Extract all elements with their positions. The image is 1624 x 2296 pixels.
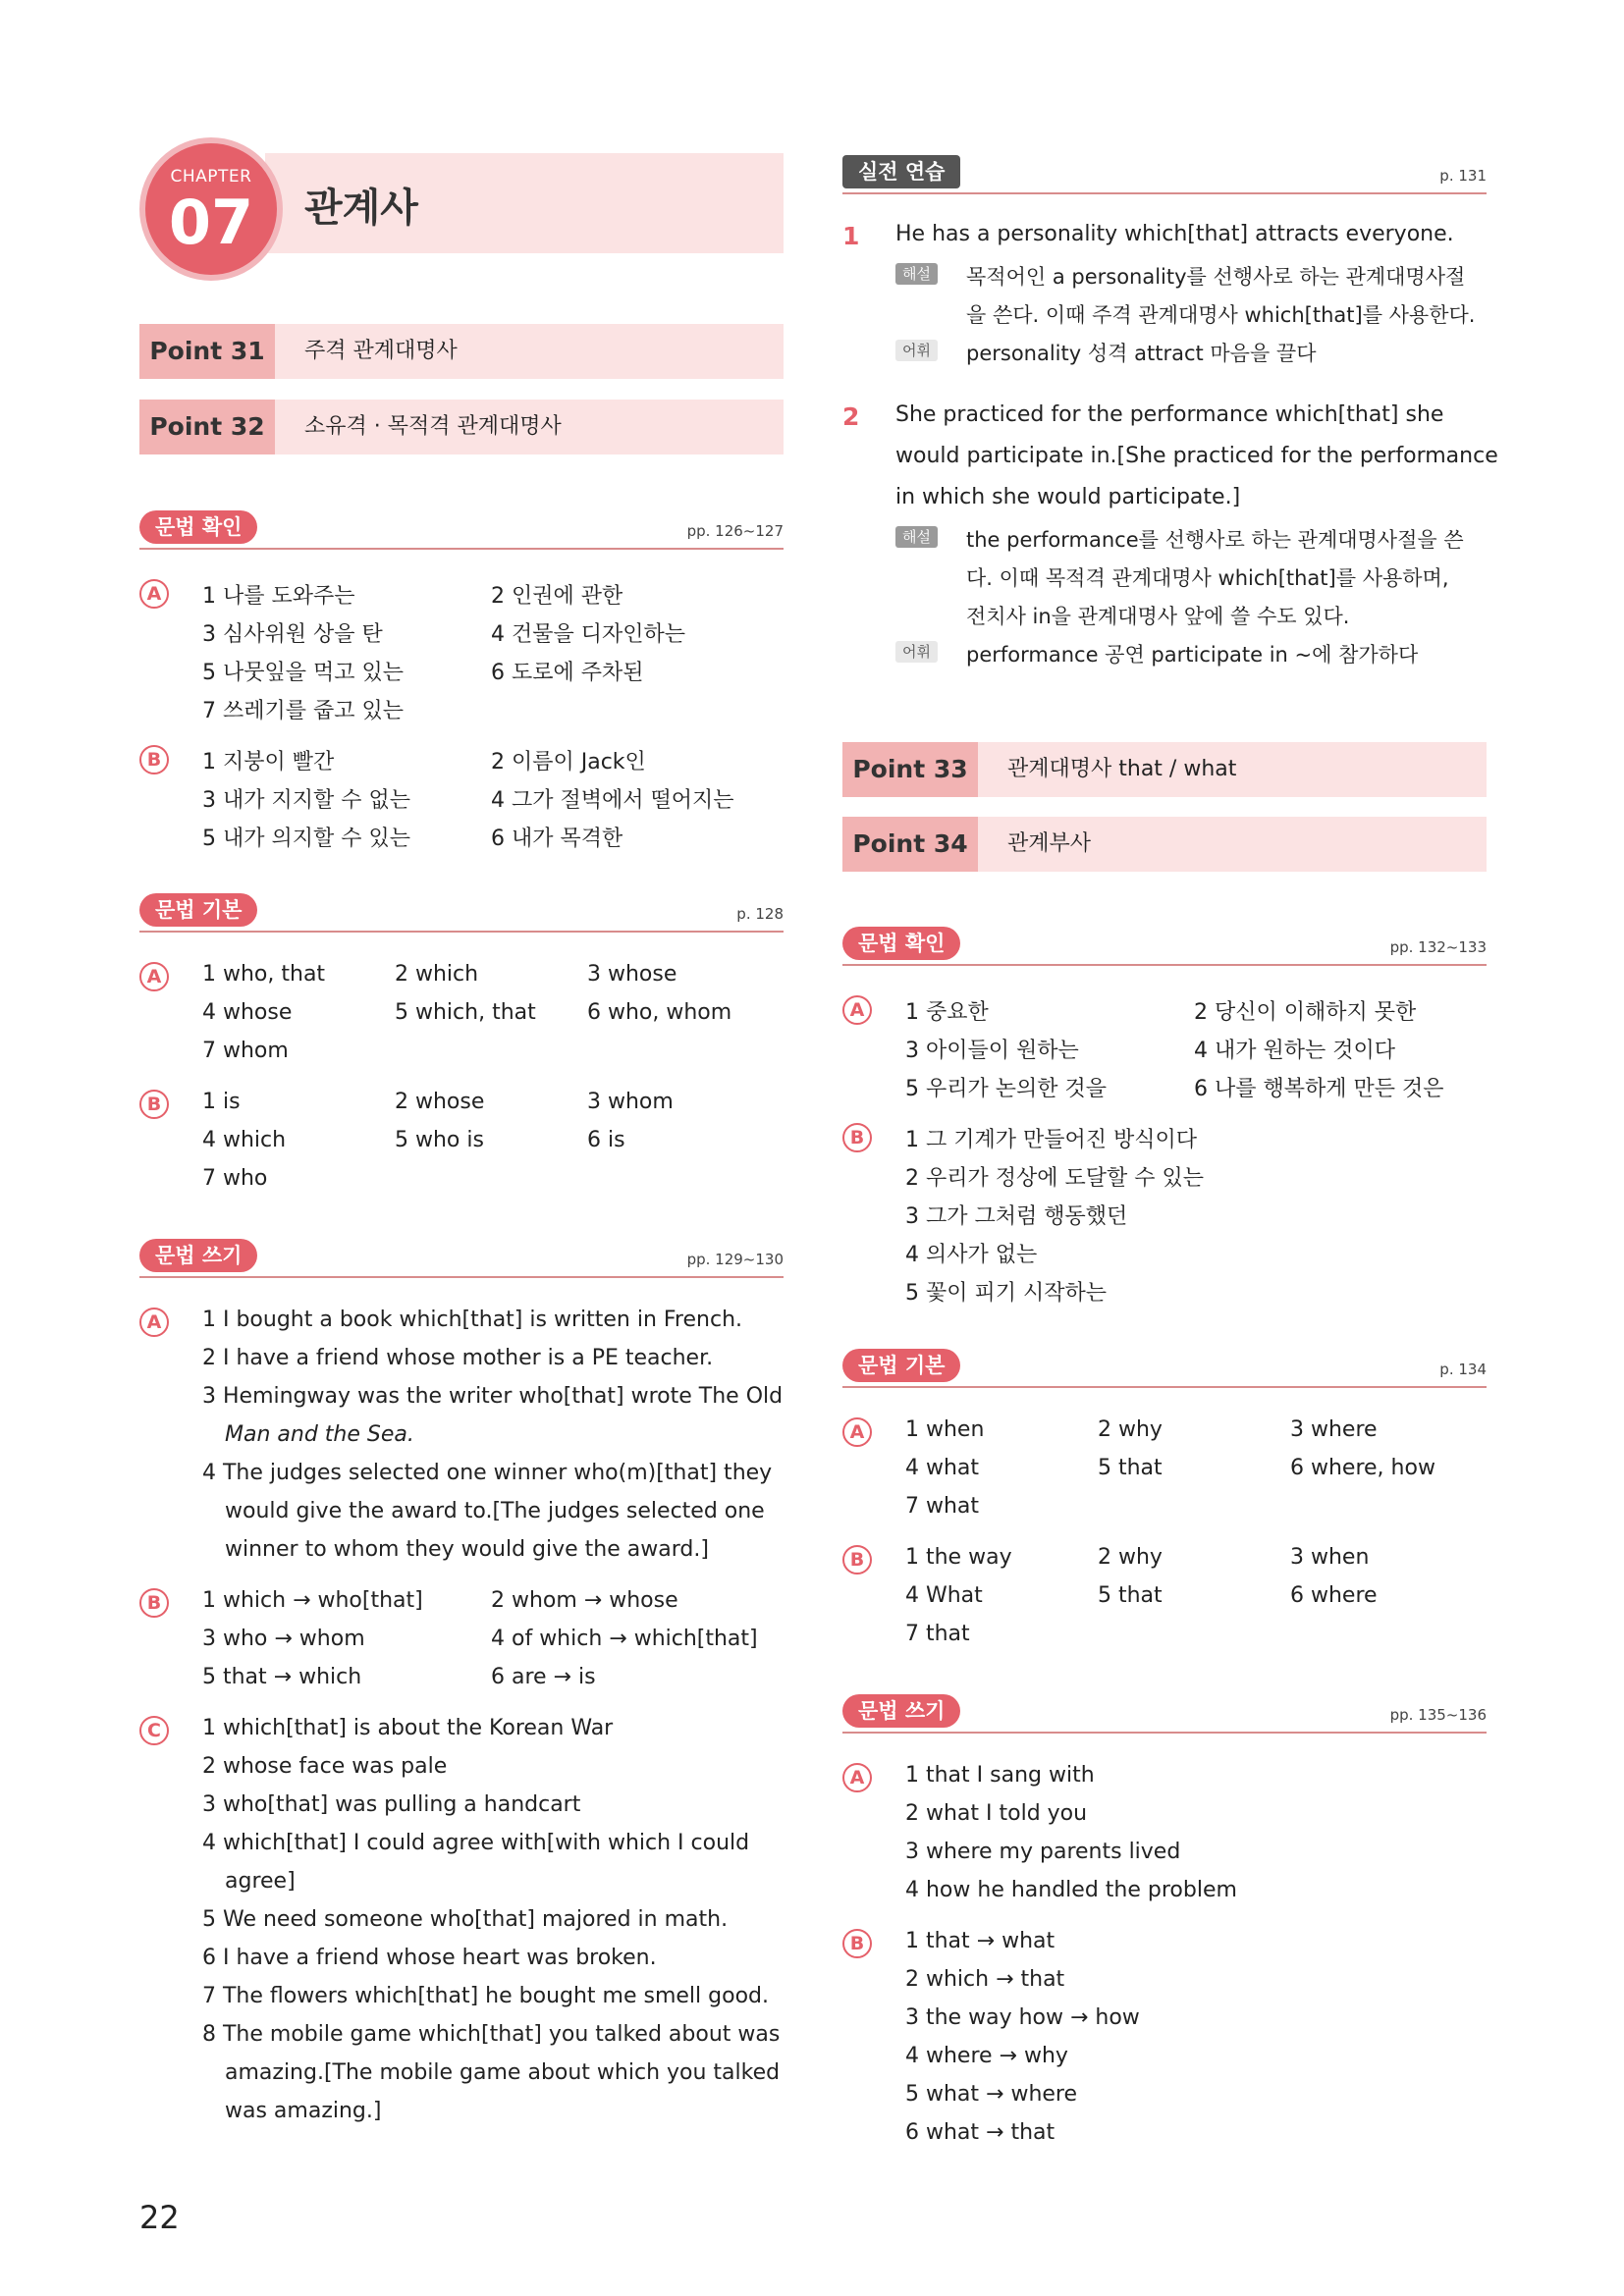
section-title: 문법 확인 [139,510,257,544]
answer-line: would participate in.[She practiced for the performance [895,444,1498,468]
answer-item: 4 그가 절벽에서 떨어지는 [491,788,734,813]
answer-line: 2 I have a friend whose mother is a PE teacher. [202,1346,714,1370]
answer-item: 5 우리가 논의한 것을 [905,1077,1107,1101]
answer-item: 5 that [1098,1456,1163,1480]
answer-line: 1 I bought a book which[that] is written in French. [202,1308,742,1332]
answer-line: 8 The mobile game which[that] you talked about was [202,2022,781,2047]
section-grammar-basic [842,1347,1487,1388]
answer-line: Man and the Sea. [225,1422,414,1447]
section-title: 문법 쓰기 [139,1239,257,1272]
letter-b-icon: B [139,1090,169,1119]
letter-a-icon: A [139,579,169,609]
answer-item: 3 whom [587,1090,674,1114]
answer-item: 5 who is [395,1128,484,1152]
answer-line: 3 the way how → how [905,2005,1140,2030]
section-title: 문법 기본 [842,1349,960,1382]
section-pages: pp. 126~127 [686,522,784,540]
answer-item: 4 의사가 없는 [905,1243,1038,1267]
answer-line: 2 what I told you [905,1801,1088,1826]
section-title: 문법 확인 [842,927,960,960]
answer-line: 7 The flowers which[that] he bought me smell good. [202,1984,769,2008]
answer-item: 6 where, how [1290,1456,1435,1480]
point-32-bar [139,400,784,454]
explanation-line: 전치사 in을 관계대명사 앞에 쓸 수도 있다. [966,605,1350,628]
answer-item: 6 where [1290,1583,1378,1608]
answer-item: 5 which, that [395,1000,536,1025]
answer-item: 1 나를 도와주는 [202,584,355,609]
section-title: 문법 쓰기 [842,1694,960,1728]
vocab-badge: 어휘 [895,340,938,361]
answer-item: 1 who, that [202,962,326,987]
answer-item: 3 내가 지지할 수 없는 [202,788,410,813]
explanation-badge: 해설 [895,526,938,548]
point-desc: 주격 관계대명사 [304,339,458,363]
answer-item: 4 내가 원하는 것이다 [1194,1039,1395,1063]
letter-b-icon: B [139,745,169,774]
answer-item: 5 내가 의지할 수 있는 [202,827,410,851]
answer-line: 3 who[that] was pulling a handcart [202,1792,581,1817]
answer-item: 2 우리가 정상에 도달할 수 있는 [905,1166,1204,1191]
answer-line: would give the award to.[The judges selected one [225,1499,765,1523]
answer-item: 1 when [905,1417,985,1442]
answer-line: 5 what → where [905,2082,1078,2107]
answer-line: agree] [225,1869,296,1894]
point-tag: Point 34 [842,817,978,872]
answer-item: 3 who → whom [202,1627,365,1651]
point-desc: 관계대명사 that / what [1007,757,1237,781]
letter-b-icon: B [842,1545,872,1575]
chapter-title: 관계사 [304,186,418,231]
answer-line: 6 what → that [905,2120,1056,2145]
point-34-bar [842,817,1487,872]
answer-item: 6 내가 목격한 [491,827,623,851]
explanation-badge: 해설 [895,263,938,285]
answer-line: 5 We need someone who[that] majored in math. [202,1907,729,1932]
letter-a-icon: A [139,1308,169,1337]
answer-item: 3 그가 그처럼 행동했던 [905,1204,1128,1229]
section-title: 실전 연습 [842,155,960,188]
section-pages: pp. 135~136 [1389,1706,1487,1724]
answer-line: was amazing.] [225,2099,382,2123]
point-tag: Point 33 [842,742,978,797]
explanation-line: 목적어인 a personality를 선행사로 하는 관계대명사절 [966,265,1466,289]
answer-line: 3 where my parents lived [905,1840,1181,1864]
section-practice [842,153,1487,194]
answer-line: 2 whose face was pale [202,1754,448,1779]
answer-item: 3 심사위원 상을 탄 [202,622,383,647]
answer-line: winner to whom they would give the award.] [225,1537,709,1562]
answer-item: 7 that [905,1622,970,1646]
letter-a-icon: A [842,1417,872,1447]
answer-item: 2 why [1098,1417,1163,1442]
answer-item: 3 아이들이 원하는 [905,1039,1079,1063]
answer-line: 4 how he handled the problem [905,1878,1237,1902]
answer-item: 3 whose [587,962,677,987]
answer-item: 7 whom [202,1039,289,1063]
chapter-badge [139,137,283,281]
answer-line: in which she would participate.] [895,485,1241,509]
answer-item: 2 인권에 관한 [491,584,623,609]
section-grammar-check [139,508,784,550]
answer-item: 3 where [1290,1417,1378,1442]
answer-item: 2 which [395,962,479,987]
answer-item: 4 of which → which[that] [491,1627,758,1651]
section-pages: pp. 129~130 [686,1251,784,1268]
answer-line: 4 which[that] I could agree with[with which I could [202,1831,750,1855]
explanation-line: the performance를 선행사로 하는 관계대명사절을 쓴 [966,528,1464,552]
point-31-bar [139,324,784,379]
answer-item: 6 who, whom [587,1000,732,1025]
answer-item: 4 whose [202,1000,293,1025]
answer-item: 1 which → who[that] [202,1588,423,1613]
point-tag: Point 31 [139,324,275,379]
section-grammar-writing [139,1237,784,1278]
section-pages: p. 131 [1439,167,1487,185]
point-desc: 소유격 · 목적격 관계대명사 [304,414,562,439]
answer-line: 4 The judges selected one winner who(m)[that] they [202,1461,773,1485]
question-number: 2 [842,402,860,431]
section-pages: p. 128 [736,905,784,923]
answer-item: 6 are → is [491,1665,596,1689]
vocab-badge: 어휘 [895,641,938,663]
answer-item: 2 당신이 이해하지 못한 [1194,1000,1417,1025]
answer-item: 4 which [202,1128,287,1152]
question-number: 1 [842,222,860,250]
answer-item: 7 what [905,1494,980,1519]
answer-item: 5 that → which [202,1665,362,1689]
answer-item: 2 이름이 Jack인 [491,750,646,774]
answer-item: 1 is [202,1090,241,1114]
answer-line: 3 Hemingway was the writer who[that] wrote The Old [202,1384,784,1409]
section-pages: p. 134 [1439,1361,1487,1378]
answer-item: 4 What [905,1583,983,1608]
section-pages: pp. 132~133 [1389,938,1487,956]
answer-item: 1 the way [905,1545,1012,1570]
answer-item: 4 what [905,1456,980,1480]
explanation-line: 다. 이때 목적격 관계대명사 which[that]를 사용하며, [966,566,1449,590]
answer-line: amazing.[The mobile game about which you talked [225,2060,781,2085]
point-desc: 관계부사 [1007,831,1092,856]
answer-item: 6 나를 행복하게 만든 것은 [1194,1077,1444,1101]
letter-b-icon: B [842,1929,872,1958]
answer-item: 3 when [1290,1545,1370,1570]
point-33-bar [842,742,1487,797]
answer-item: 2 whom → whose [491,1588,678,1613]
answer-line: 1 which[that] is about the Korean War [202,1716,614,1740]
section-grammar-basic [139,891,784,933]
answer-line: 6 I have a friend whose heart was broken. [202,1946,657,1970]
answer-item: 1 그 기계가 만들어진 방식이다 [905,1128,1197,1152]
chapter-number: 07 [168,187,254,258]
explanation-line: 을 쓴다. 이때 주격 관계대명사 which[that]를 사용한다. [966,303,1476,327]
answer-item: 1 중요한 [905,1000,989,1025]
answer-item: 7 쓰레기를 줍고 있는 [202,699,404,723]
letter-b-icon: B [139,1588,169,1618]
letter-a-icon: A [139,962,169,991]
answer-item: 2 why [1098,1545,1163,1570]
answer-line: 1 that I sang with [905,1763,1095,1788]
answer-item: 5 that [1098,1583,1163,1608]
answer-item: 7 who [202,1166,268,1191]
answer-item: 2 whose [395,1090,485,1114]
page-number: 22 [139,2199,180,2236]
answer-item: 6 도로에 주차된 [491,661,644,685]
answer-line: 2 which → that [905,1967,1065,1992]
letter-a-icon: A [842,1763,872,1792]
section-grammar-check [842,925,1487,966]
letter-a-icon: A [842,995,872,1025]
answer-line: He has a personality which[that] attracts everyone. [895,222,1454,246]
answer-item: 5 나뭇잎을 먹고 있는 [202,661,404,685]
section-title: 문법 기본 [139,893,257,927]
vocab-line: performance 공연 participate in ~에 참가하다 [966,643,1419,667]
point-tag: Point 32 [139,400,275,454]
answer-item: 1 지붕이 빨간 [202,750,335,774]
answer-line: 4 where → why [905,2044,1068,2068]
letter-b-icon: B [842,1123,872,1152]
answer-item: 4 건물을 디자인하는 [491,622,685,647]
letter-c-icon: C [139,1716,169,1745]
vocab-line: personality 성격 attract 마음을 끌다 [966,342,1317,365]
answer-line: 1 that → what [905,1929,1056,1953]
answer-line: She practiced for the performance which[that] she [895,402,1444,427]
answer-item: 6 is [587,1128,625,1152]
section-grammar-writing [842,1692,1487,1734]
answer-item: 5 꽃이 피기 시작하는 [905,1281,1107,1306]
chapter-label: CHAPTER [170,167,252,187]
